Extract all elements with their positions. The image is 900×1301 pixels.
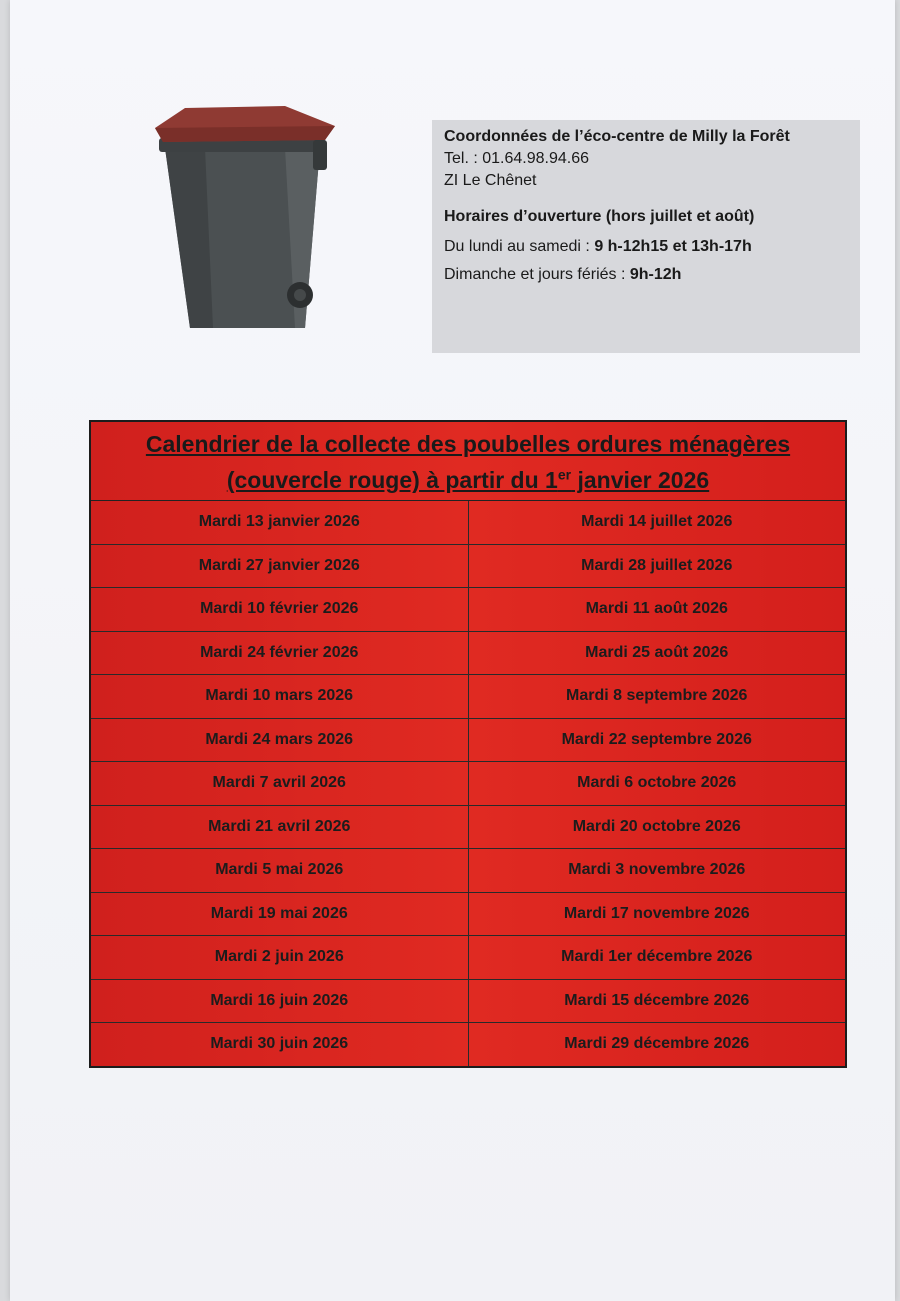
date-row [91,979,845,1023]
date-row [91,544,845,588]
paper-sheet [10,0,895,1301]
collection-date-second-half: Mardi 28 juillet 2026 [468,544,845,588]
collection-date-first-half: Mardi 5 mai 2026 [91,849,468,893]
collection-date-second-half: Mardi 15 décembre 2026 [468,979,845,1023]
collection-date-second-half: Mardi 3 novembre 2026 [468,849,845,893]
collection-date-first-half: Mardi 24 février 2026 [91,631,468,675]
sunday-label: Dimanche et jours fériés : [444,266,630,283]
date-row [91,805,845,849]
collection-date-first-half: Mardi 2 juin 2026 [91,936,468,980]
collection-dates-table [91,501,845,1066]
calendar-title [91,422,845,501]
date-row [91,936,845,980]
collection-date-first-half: Mardi 10 mars 2026 [91,675,468,719]
collection-date-first-half: Mardi 10 février 2026 [91,588,468,632]
date-row [91,892,845,936]
date-row [91,675,845,719]
calendar-title-sup: er [557,466,572,483]
collection-date-first-half: Mardi 19 mai 2026 [91,892,468,936]
weekday-hours-line [444,236,848,258]
sunday-hours: 9h-12h [629,266,682,283]
collection-date-first-half: Mardi 7 avril 2026 [91,762,468,806]
collection-date-first-half: Mardi 21 avril 2026 [91,805,468,849]
collection-date-first-half: Mardi 13 janvier 2026 [91,501,468,544]
wheelie-bin-icon [145,100,345,340]
collection-date-second-half: Mardi 11 août 2026 [468,588,845,632]
weekday-label: Du lundi au samedi : [444,238,595,255]
sunday-hours-line [444,264,848,286]
collection-date-second-half: Mardi 29 décembre 2026 [468,1023,845,1066]
eco-centre-address: ZI Le Chênet [444,172,537,189]
collection-date-second-half: Mardi 25 août 2026 [468,631,845,675]
eco-centre-info-box [432,120,860,353]
date-row [91,718,845,762]
eco-centre-phone: Tel. : 01.64.98.94.66 [444,150,589,167]
collection-date-first-half: Mardi 30 juin 2026 [91,1023,468,1066]
calendar-title-part1: Calendrier de la collecte des poubelles ordures ménagères (couvercle rouge) à partir du 1 [145,431,791,493]
date-row [91,501,845,544]
eco-centre-title: Coordonnées de l’éco-centre de Milly la Forêt [444,128,790,145]
collection-calendar [89,420,847,1068]
weekday-hours: 9 h-12h15 et 13h-17h [594,238,752,255]
collection-date-first-half: Mardi 27 janvier 2026 [91,544,468,588]
date-row [91,588,845,632]
collection-date-first-half: Mardi 24 mars 2026 [91,718,468,762]
calendar-title-part2: janvier 2026 [571,467,710,493]
collection-date-second-half: Mardi 17 novembre 2026 [468,892,845,936]
collection-date-first-half: Mardi 16 juin 2026 [91,979,468,1023]
collection-date-second-half: Mardi 20 octobre 2026 [468,805,845,849]
collection-date-second-half: Mardi 6 octobre 2026 [468,762,845,806]
date-row [91,1023,845,1066]
date-row [91,631,845,675]
date-row [91,762,845,806]
collection-date-second-half: Mardi 8 septembre 2026 [468,675,845,719]
collection-date-second-half: Mardi 1er décembre 2026 [468,936,845,980]
opening-hours-title: Horaires d’ouverture (hors juillet et août) [444,208,755,225]
collection-date-second-half: Mardi 22 septembre 2026 [468,718,845,762]
date-row [91,849,845,893]
collection-date-second-half: Mardi 14 juillet 2026 [581,513,733,531]
